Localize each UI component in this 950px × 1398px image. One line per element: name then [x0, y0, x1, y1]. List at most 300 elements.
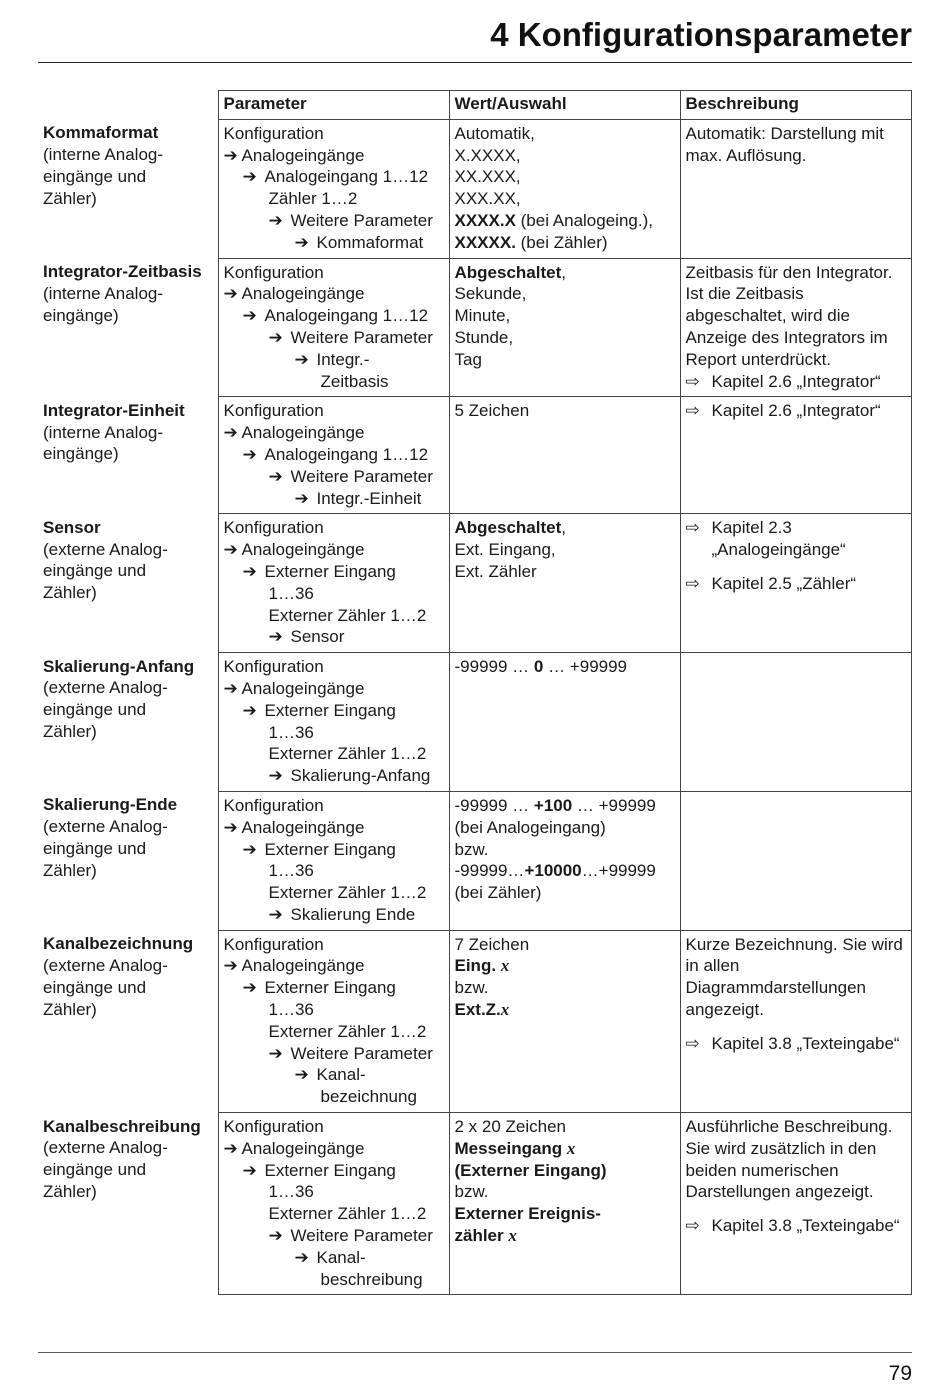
menu-path-text: Analogeingang 1…12 [264, 167, 429, 187]
menu-path-text: Weitere Parameter [290, 1226, 433, 1246]
menu-path-text: Zähler 1…2 [268, 189, 358, 209]
value-cell [449, 1113, 680, 1295]
value-text: , [561, 518, 566, 538]
menu-path-step [224, 422, 444, 444]
chapter-reference [686, 573, 906, 595]
arrow-right-icon: ➔ [268, 904, 283, 924]
menu-path-text: Weitere Parameter [290, 210, 433, 230]
parameter-label-cell [38, 653, 218, 792]
value-text: Eing. [454, 956, 501, 976]
value-line [455, 1225, 675, 1247]
menu-path-text: 1…36 [268, 722, 314, 742]
value-line [455, 839, 675, 861]
menu-path-step [224, 583, 444, 605]
menu-path-step [224, 765, 444, 787]
value-line [455, 1181, 675, 1203]
value-text: 5 Zeichen [454, 401, 530, 421]
menu-path-text: Analogeingänge [241, 284, 365, 304]
parameter-scope: (externe Analog- [43, 955, 168, 975]
value-line [455, 283, 675, 305]
menu-path-text: Kommaformat [316, 232, 424, 252]
header-parameter: Parameter [218, 91, 449, 120]
menu-path-step [224, 795, 444, 817]
menu-path-text: Konfiguration [223, 123, 324, 143]
menu-path-step [224, 1247, 444, 1269]
description-text: Ausführliche Beschreibung. Sie wird zusätzlich in den beiden numerischen Darstellungen angezeigt. [685, 1117, 893, 1202]
menu-path-text: Weitere Parameter [290, 1043, 433, 1063]
header-blank-cell [38, 91, 218, 120]
value-text: Sekunde, [454, 284, 527, 304]
menu-path-text: Weitere Parameter [290, 466, 433, 486]
parameter-scope: (interne Analog- [43, 422, 164, 442]
header-description: Beschreibung [680, 91, 911, 120]
menu-path-text: beschreibung [320, 1269, 423, 1289]
menu-path-text: Konfiguration [223, 518, 324, 538]
menu-path-text: Skalierung Ende [290, 904, 416, 924]
menu-path-step [224, 678, 444, 700]
menu-path-text: Analogeingänge [241, 817, 365, 837]
reference-arrow-icon: ⇨ [685, 1033, 700, 1053]
arrow-right-icon: ➔ [242, 561, 257, 581]
menu-path-text: Integr.- [316, 349, 370, 369]
value-text: , [561, 262, 566, 282]
parameter-scope: eingänge und [43, 1160, 147, 1180]
value-line [455, 795, 675, 817]
menu-path-step [224, 1203, 444, 1225]
chapter-reference-text: Kapitel 2.6 „Integrator“ [711, 371, 881, 391]
value-line [455, 882, 675, 904]
value-text: XXX.XX, [454, 189, 521, 209]
reference-arrow-icon: ⇨ [685, 401, 700, 421]
menu-path-cell [218, 119, 449, 258]
menu-path-step [224, 860, 444, 882]
table-row [38, 397, 911, 514]
arrow-right-icon: ➔ [223, 817, 238, 837]
value-line [455, 955, 675, 977]
menu-path-step [224, 262, 444, 284]
value-line [455, 934, 675, 956]
parameter-label-cell [38, 514, 218, 653]
menu-path-step [224, 145, 444, 167]
footer-divider [38, 1352, 912, 1353]
arrow-right-icon: ➔ [294, 232, 309, 252]
chapter-reference-text: Kapitel 2.6 „Integrator“ [711, 401, 881, 421]
menu-path-step [224, 1138, 444, 1160]
menu-path-text: Konfiguration [223, 934, 324, 954]
arrow-right-icon: ➔ [268, 210, 283, 230]
menu-path-text: Konfiguration [223, 657, 324, 677]
spacer [686, 1203, 906, 1215]
menu-path-step [224, 488, 444, 510]
value-line [455, 349, 675, 371]
parameter-scope: (interne Analog- [43, 283, 164, 303]
value-text: … +99999 [543, 657, 628, 677]
parameter-name: Kanalbezeichnung [43, 934, 194, 954]
menu-path-text: Analogeingänge [241, 678, 365, 698]
arrow-right-icon: ➔ [268, 1043, 283, 1063]
description-cell [680, 258, 911, 397]
arrow-right-icon: ➔ [223, 1138, 238, 1158]
arrow-right-icon: ➔ [268, 627, 283, 647]
value-text: Ext. Zähler [454, 561, 537, 581]
menu-path-step [224, 605, 444, 627]
menu-path-step [224, 1269, 444, 1291]
value-text: Stunde, [454, 327, 514, 347]
chapter-reference-text: Kapitel 2.3 „Analogeingänge“ [711, 518, 846, 560]
table-body [38, 119, 911, 1295]
description-text: Automatik: Darstellung mit max. Auflösung. [685, 123, 884, 165]
menu-path-step [224, 839, 444, 861]
parameter-scope: eingänge und [43, 561, 147, 581]
parameter-label-cell [38, 397, 218, 514]
chapter-reference [686, 517, 906, 561]
chapter-reference-text: Kapitel 3.8 „Texteingabe“ [711, 1033, 900, 1053]
menu-path-step [224, 517, 444, 539]
description-text: Kurze Bezeichnung. Sie wird in allen Diagrammdarstellungen angezeigt. [685, 934, 903, 1020]
parameter-table [38, 90, 912, 1295]
chapter-reference-text: Kapitel 3.8 „Texteingabe“ [711, 1216, 900, 1236]
menu-path-step [224, 166, 444, 188]
value-line [455, 1203, 675, 1225]
chapter-reference [686, 1033, 906, 1055]
description-cell [680, 1113, 911, 1295]
value-line [455, 817, 675, 839]
value-cell [449, 397, 680, 514]
menu-path-text: Externer Zähler 1…2 [268, 883, 427, 903]
value-text: bzw. [454, 978, 489, 998]
value-text: -99999 … [454, 795, 534, 815]
page-title: 4 Konfigurationsparameter [490, 16, 912, 53]
parameter-scope: (externe Analog- [43, 539, 168, 559]
parameter-name: Skalierung-Anfang [43, 656, 195, 676]
menu-path-step [224, 444, 444, 466]
menu-path-step [224, 1043, 444, 1065]
parameter-name: Integrator-Einheit [43, 400, 185, 420]
menu-path-cell [218, 653, 449, 792]
arrow-right-icon: ➔ [242, 306, 257, 326]
menu-path-cell [218, 397, 449, 514]
table-row [38, 258, 911, 397]
menu-path-step [224, 305, 444, 327]
menu-path-text: Analogeingänge [241, 1138, 365, 1158]
menu-path-step [224, 977, 444, 999]
value-text: Tag [454, 349, 482, 369]
parameter-name: Sensor [43, 517, 101, 537]
header-value: Wert/Auswahl [449, 91, 680, 120]
menu-path-cell [218, 514, 449, 653]
value-line [455, 977, 675, 999]
value-line [455, 262, 675, 284]
value-line [455, 188, 675, 210]
reference-arrow-icon: ⇨ [685, 371, 700, 391]
value-text: x [500, 956, 510, 976]
parameter-scope: Zähler) [43, 722, 97, 742]
menu-path-text: Weitere Parameter [290, 327, 433, 347]
value-line [455, 999, 675, 1021]
menu-path-step [224, 232, 444, 254]
reference-arrow-icon: ⇨ [685, 573, 700, 593]
menu-path-step [224, 934, 444, 956]
arrow-right-icon: ➔ [268, 327, 283, 347]
menu-path-text: 1…36 [268, 1182, 314, 1202]
arrow-right-icon: ➔ [223, 678, 238, 698]
value-text: Abgeschaltet [454, 262, 562, 282]
arrow-right-icon: ➔ [242, 700, 257, 720]
chapter-reference-text: Kapitel 2.5 „Zähler“ [711, 573, 857, 593]
parameter-scope: eingänge) [43, 444, 119, 464]
menu-path-text: Konfiguration [223, 1117, 324, 1137]
menu-path-step [224, 955, 444, 977]
parameter-label-cell [38, 1113, 218, 1295]
value-line [455, 210, 675, 232]
description-cell [680, 119, 911, 258]
value-cell [449, 514, 680, 653]
chapter-reference [686, 400, 906, 422]
arrow-right-icon: ➔ [242, 978, 257, 998]
menu-path-text: Integr.-Einheit [316, 488, 422, 508]
value-text: Abgeschaltet [454, 518, 562, 538]
menu-path-text: Externer Eingang [264, 561, 396, 581]
menu-path-text: Externer Eingang [264, 839, 396, 859]
value-text: 2 x 20 Zeichen [454, 1117, 567, 1137]
parameter-scope: eingänge) [43, 305, 119, 325]
menu-path-step [224, 1021, 444, 1043]
value-line [455, 1116, 675, 1138]
menu-path-step [224, 466, 444, 488]
menu-path-step [224, 722, 444, 744]
value-text: (bei Analogeingang) [454, 817, 606, 837]
menu-path-step [224, 656, 444, 678]
arrow-right-icon: ➔ [223, 540, 238, 560]
value-text: zähler [454, 1226, 509, 1246]
value-text: Minute, [454, 306, 511, 326]
menu-path-text: 1…36 [268, 583, 314, 603]
value-text: x [500, 1000, 510, 1020]
parameter-label-cell [38, 119, 218, 258]
arrow-right-icon: ➔ [242, 444, 257, 464]
value-text: XXXX.X [454, 210, 516, 230]
description-cell [680, 397, 911, 514]
parameter-scope: Zähler) [43, 583, 97, 603]
arrow-right-icon: ➔ [242, 839, 257, 859]
value-line [455, 561, 675, 583]
arrow-right-icon: ➔ [294, 488, 309, 508]
parameter-scope: Zähler) [43, 188, 97, 208]
parameter-label-cell [38, 930, 218, 1112]
chapter-reference [686, 1215, 906, 1237]
menu-path-step [224, 904, 444, 926]
value-line [455, 123, 675, 145]
parameter-name: Integrator-Zeitbasis [43, 262, 202, 282]
menu-path-step [224, 817, 444, 839]
arrow-right-icon: ➔ [242, 167, 257, 187]
value-text: x [508, 1226, 517, 1246]
arrow-right-icon: ➔ [223, 284, 238, 304]
menu-path-text: 1…36 [268, 861, 314, 881]
value-text: … +99999 [572, 795, 656, 815]
value-text: 0 [533, 657, 544, 677]
description-cell [680, 930, 911, 1112]
parameter-scope: (externe Analog- [43, 1138, 168, 1158]
arrow-right-icon: ➔ [294, 349, 309, 369]
menu-path-step [224, 700, 444, 722]
value-line [455, 539, 675, 561]
table-row [38, 653, 911, 792]
parameter-scope: Zähler) [43, 999, 97, 1019]
menu-path-step [224, 1086, 444, 1108]
value-text: (Externer Eingang) [454, 1160, 607, 1180]
menu-path-step [224, 743, 444, 765]
value-text: 7 Zeichen [454, 934, 530, 954]
parameter-name: Kommaformat [43, 123, 159, 143]
value-text: -99999 … [454, 657, 534, 677]
arrow-right-icon: ➔ [294, 1065, 309, 1085]
value-cell [449, 791, 680, 930]
parameter-label-cell [38, 258, 218, 397]
menu-path-text: Konfiguration [223, 795, 324, 815]
menu-path-step [224, 210, 444, 232]
value-cell [449, 258, 680, 397]
parameter-scope: (externe Analog- [43, 678, 168, 698]
table-row [38, 930, 911, 1112]
menu-path-step [224, 882, 444, 904]
page-number: 79 [888, 1362, 912, 1385]
table-row [38, 119, 911, 258]
value-text: bzw. [454, 1182, 489, 1202]
parameter-name: Kanalbeschreibung [43, 1116, 201, 1136]
parameter-scope: Zähler) [43, 860, 97, 880]
menu-path-step [224, 327, 444, 349]
value-text: +100 [533, 795, 573, 815]
menu-path-text: Analogeingang 1…12 [264, 306, 429, 326]
parameter-label-cell [38, 791, 218, 930]
table-row [38, 1113, 911, 1295]
value-text: Ext. Eingang, [454, 540, 556, 560]
menu-path-step [224, 1181, 444, 1203]
spacer [686, 1021, 906, 1033]
menu-path-text: Analogeingänge [241, 423, 365, 443]
value-text: Externer Ereignis- [454, 1204, 601, 1224]
menu-path-step [224, 1064, 444, 1086]
menu-path-text: Zeitbasis [320, 371, 389, 391]
value-text: (bei Zähler) [515, 232, 608, 252]
table-header-row [38, 91, 911, 120]
value-text: Ext.Z. [454, 1000, 501, 1020]
menu-path-text: Sensor [290, 627, 345, 647]
value-cell [449, 930, 680, 1112]
value-text: Automatik, [454, 123, 535, 143]
value-text: +10000 [524, 861, 582, 881]
chapter-reference [686, 371, 906, 393]
menu-path-step [224, 400, 444, 422]
parameter-scope: (externe Analog- [43, 817, 168, 837]
spacer [686, 561, 906, 573]
arrow-right-icon: ➔ [223, 145, 238, 165]
value-line [455, 232, 675, 254]
header-divider [38, 62, 912, 63]
menu-path-step [224, 999, 444, 1021]
menu-path-text: Externer Zähler 1…2 [268, 605, 427, 625]
menu-path-text: Externer Eingang [264, 700, 396, 720]
menu-path-text: Konfiguration [223, 401, 324, 421]
arrow-right-icon: ➔ [294, 1247, 309, 1267]
parameter-name: Skalierung-Ende [43, 795, 178, 815]
menu-path-text: Skalierung-Anfang [290, 766, 431, 786]
menu-path-step [224, 1160, 444, 1182]
value-line [455, 517, 675, 539]
menu-path-text: Externer Eingang [264, 1160, 396, 1180]
value-line [455, 860, 675, 882]
menu-path-text: Kanal- [316, 1065, 366, 1085]
table-row [38, 514, 911, 653]
menu-path-step [224, 561, 444, 583]
table-row [38, 791, 911, 930]
value-line [455, 305, 675, 327]
value-text: x [566, 1138, 576, 1158]
menu-path-step [224, 626, 444, 648]
value-text: Messeingang [454, 1138, 567, 1158]
value-line [455, 1138, 675, 1160]
menu-path-cell [218, 791, 449, 930]
value-text: XXXXX. [454, 232, 516, 252]
menu-path-step [224, 1225, 444, 1247]
parameter-scope: eingänge und [43, 839, 147, 858]
menu-path-text: Analogeingänge [241, 145, 365, 165]
menu-path-text: Kanal- [316, 1247, 366, 1267]
menu-path-text: Externer Zähler 1…2 [268, 1204, 427, 1224]
menu-path-step [224, 283, 444, 305]
menu-path-step [224, 539, 444, 561]
value-text: (bei Analogeing.), [515, 210, 653, 230]
menu-path-text: Externer Eingang [264, 978, 396, 998]
value-line [455, 1160, 675, 1182]
parameter-scope: eingänge und [43, 166, 147, 186]
menu-path-step [224, 349, 444, 371]
value-text: -99999… [454, 861, 525, 881]
value-line [455, 327, 675, 349]
value-cell [449, 119, 680, 258]
reference-arrow-icon: ⇨ [685, 518, 700, 538]
parameter-scope: eingänge und [43, 977, 147, 997]
menu-path-cell [218, 1113, 449, 1295]
menu-path-cell [218, 930, 449, 1112]
menu-path-step [224, 371, 444, 393]
arrow-right-icon: ➔ [242, 1160, 257, 1180]
description-cell [680, 653, 911, 792]
reference-arrow-icon: ⇨ [685, 1216, 700, 1236]
menu-path-text: 1…36 [268, 1000, 314, 1020]
description-cell [680, 514, 911, 653]
arrow-right-icon: ➔ [268, 466, 283, 486]
value-text: (bei Zähler) [454, 883, 542, 903]
value-line [455, 656, 675, 678]
value-text: X.XXXX, [454, 145, 521, 165]
parameter-scope: (interne Analog- [43, 145, 164, 165]
arrow-right-icon: ➔ [223, 423, 238, 443]
menu-path-cell [218, 258, 449, 397]
value-text: …+99999 [581, 861, 656, 881]
menu-path-text: bezeichnung [320, 1087, 417, 1107]
description-text: Zeitbasis für den Integrator. Ist die Zeitbasis abgeschaltet, wird die Anzeige des Integrators im Report unterdrückt. [685, 262, 893, 369]
menu-path-step [224, 1116, 444, 1138]
arrow-right-icon: ➔ [223, 956, 238, 976]
menu-path-step [224, 123, 444, 145]
menu-path-text: Konfiguration [223, 262, 324, 282]
parameter-scope: eingänge und [43, 700, 147, 720]
value-cell [449, 653, 680, 792]
value-line [455, 145, 675, 167]
menu-path-text: Externer Zähler 1…2 [268, 744, 427, 764]
